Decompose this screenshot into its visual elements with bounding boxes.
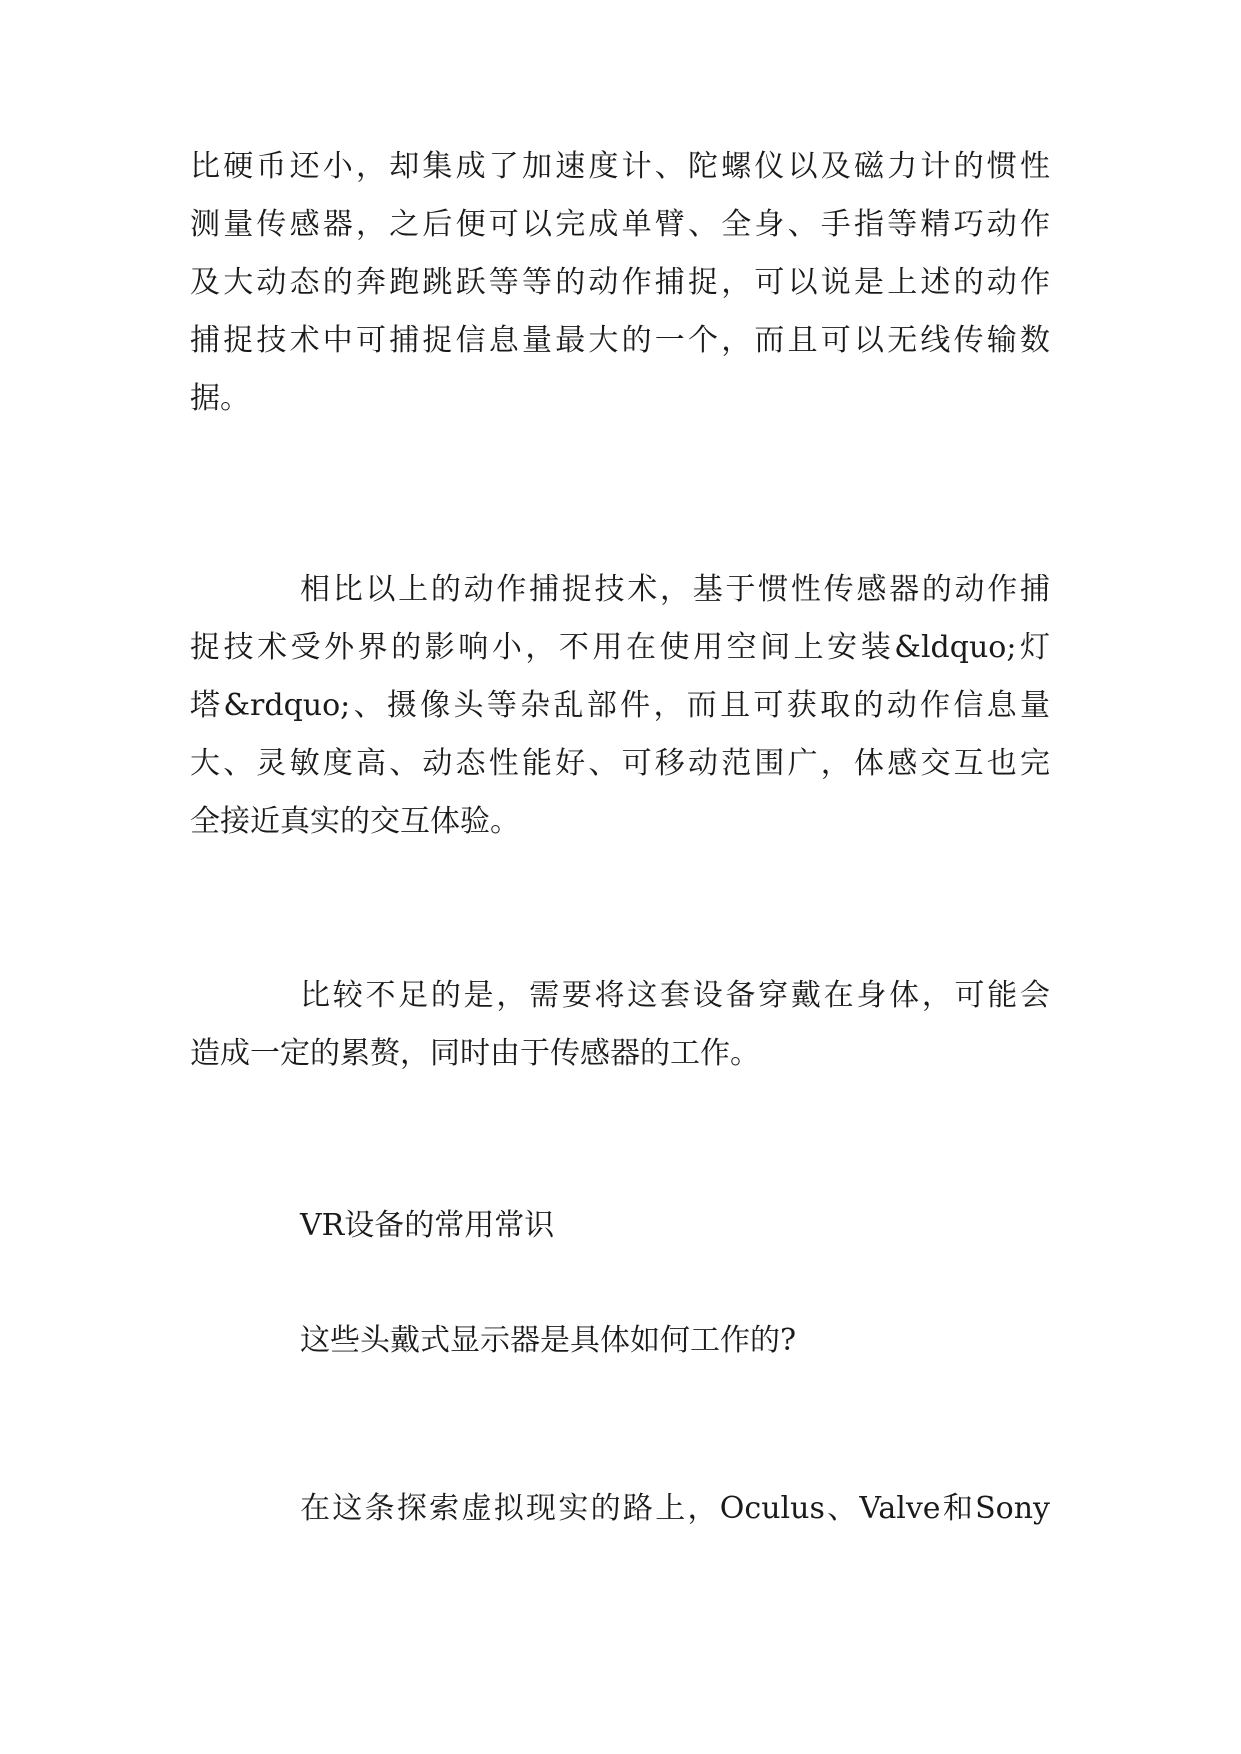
text-line: 塔&rdquo;、摄像头等杂乱部件，而且可获取的动作信息量 [190,688,1050,723]
section-heading: VR设备的常用常识 [300,1208,555,1243]
question-line: 这些头戴式显示器是具体如何工作的? [300,1323,797,1358]
text-line: 在这条探索虚拟现实的路上，Oculus、Valve和Sony [300,1491,1050,1526]
text-line: 测量传感器，之后便可以完成单臂、全身、手指等精巧动作 [190,207,1050,242]
text-line: 比硬币还小，却集成了加速度计、陀螺仪以及磁力计的惯性 [190,149,1050,184]
text-line: 及大动态的奔跑跳跃等等的动作捕捉，可以说是上述的动作 [190,265,1050,300]
text-line: 大、灵敏度高、动态性能好、可移动范围广，体感交互也完 [190,746,1050,781]
text-line: 捉技术受外界的影响小，不用在使用空间上安装&ldquo;灯 [190,630,1050,665]
text-line: 捕捉技术中可捕捉信息量最大的一个，而且可以无线传输数 [190,323,1050,358]
text-line: 相比以上的动作捕捉技术，基于惯性传感器的动作捕 [300,572,1050,607]
text-line: 全接近真实的交互体验。 [190,804,520,839]
text-line: 据。 [190,381,250,416]
text-line: 造成一定的累赘，同时由于传感器的工作。 [190,1036,760,1071]
text-line: 比较不足的是，需要将这套设备穿戴在身体，可能会 [300,978,1050,1013]
